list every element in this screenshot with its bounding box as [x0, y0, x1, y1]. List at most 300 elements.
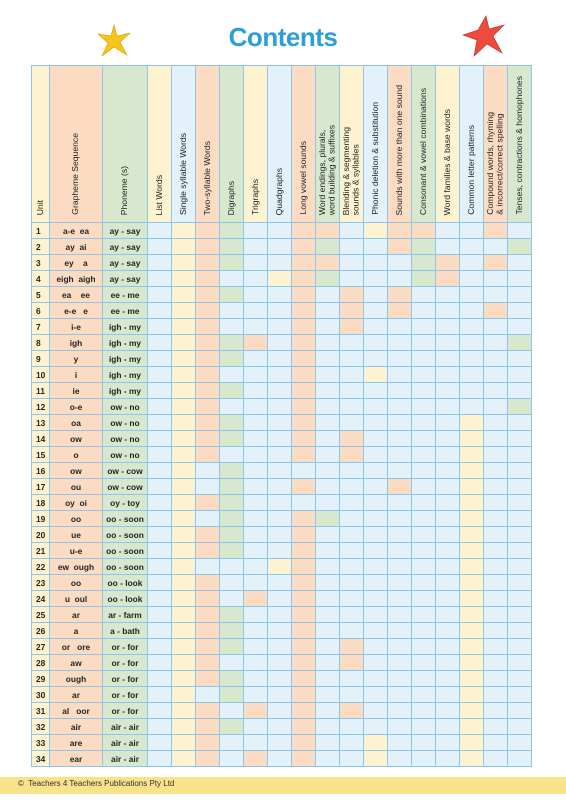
skill-cell	[244, 447, 268, 463]
skill-cell	[244, 303, 268, 319]
table-row	[32, 591, 532, 607]
skill-cell	[436, 575, 460, 591]
table-row	[32, 383, 532, 399]
skill-cell	[148, 319, 172, 335]
header-phonic-deletion: Phonic deletion & substitution	[364, 66, 388, 223]
skill-cell	[460, 719, 484, 735]
skill-cell	[340, 687, 364, 703]
skill-cell	[436, 319, 460, 335]
skill-cell	[364, 367, 388, 383]
skill-cell	[148, 719, 172, 735]
skill-cell	[148, 399, 172, 415]
skill-cell	[220, 255, 244, 271]
skill-cell	[460, 479, 484, 495]
skill-cell	[268, 751, 292, 767]
skill-cell	[244, 543, 268, 559]
skill-cell	[340, 655, 364, 671]
skill-cell	[364, 703, 388, 719]
skill-cell	[148, 575, 172, 591]
skill-cell	[340, 431, 364, 447]
skill-cell	[292, 575, 316, 591]
grapheme-cell: ew ough	[50, 559, 103, 575]
unit-number: 9	[32, 351, 50, 367]
skill-cell	[364, 351, 388, 367]
skill-cell	[172, 479, 196, 495]
skill-cell	[436, 239, 460, 255]
grapheme-cell: ar	[50, 687, 103, 703]
skill-cell	[388, 351, 412, 367]
skill-cell	[268, 703, 292, 719]
unit-number: 13	[32, 415, 50, 431]
skill-cell	[412, 607, 436, 623]
skill-cell	[196, 463, 220, 479]
skill-cell	[412, 527, 436, 543]
skill-cell	[196, 735, 220, 751]
skill-cell	[172, 383, 196, 399]
table-row	[32, 319, 532, 335]
phoneme-cell: ay - say	[103, 255, 148, 271]
skill-cell	[364, 719, 388, 735]
skill-cell	[172, 255, 196, 271]
skill-cell	[292, 607, 316, 623]
skill-cell	[436, 703, 460, 719]
skill-cell	[316, 479, 340, 495]
unit-number: 19	[32, 511, 50, 527]
skill-cell	[460, 383, 484, 399]
skill-cell	[292, 735, 316, 751]
red-star-icon	[462, 15, 506, 57]
skill-cell	[508, 239, 532, 255]
skill-cell	[268, 591, 292, 607]
skill-cell	[364, 383, 388, 399]
skill-cell	[364, 543, 388, 559]
header-phonemes: Phoneme (s)	[103, 66, 148, 223]
skill-cell	[172, 399, 196, 415]
skill-cell	[460, 591, 484, 607]
skill-cell	[196, 591, 220, 607]
skill-cell	[148, 431, 172, 447]
skill-cell	[412, 271, 436, 287]
skill-cell	[388, 271, 412, 287]
skill-cell	[460, 527, 484, 543]
unit-number: 31	[32, 703, 50, 719]
skill-cell	[412, 399, 436, 415]
skill-cell	[316, 655, 340, 671]
skill-cell	[388, 319, 412, 335]
skill-cell	[220, 447, 244, 463]
skill-cell	[484, 591, 508, 607]
skill-cell	[388, 287, 412, 303]
skill-cell	[268, 239, 292, 255]
grapheme-cell: o-e	[50, 399, 103, 415]
header-word-endings: Word endings, plurals, word building & suffixes	[316, 66, 340, 223]
skill-cell	[220, 463, 244, 479]
skill-cell	[316, 447, 340, 463]
skill-cell	[292, 239, 316, 255]
skill-cell	[148, 255, 172, 271]
skill-cell	[436, 479, 460, 495]
skill-cell	[340, 463, 364, 479]
skill-cell	[148, 735, 172, 751]
skill-cell	[484, 463, 508, 479]
grapheme-cell: ough	[50, 671, 103, 687]
grapheme-cell: o	[50, 447, 103, 463]
skill-cell	[316, 623, 340, 639]
skill-cell	[508, 255, 532, 271]
phoneme-cell: ow - no	[103, 447, 148, 463]
skill-cell	[196, 255, 220, 271]
skill-cell	[220, 351, 244, 367]
table-row	[32, 543, 532, 559]
unit-number: 28	[32, 655, 50, 671]
table-row	[32, 351, 532, 367]
skill-cell	[220, 719, 244, 735]
skill-cell	[268, 319, 292, 335]
skill-cell	[196, 575, 220, 591]
skill-cell	[316, 495, 340, 511]
skill-cell	[388, 751, 412, 767]
skill-cell	[172, 335, 196, 351]
skill-cell	[220, 591, 244, 607]
skill-cell	[220, 303, 244, 319]
skill-cell	[316, 511, 340, 527]
unit-number: 15	[32, 447, 50, 463]
skill-cell	[460, 655, 484, 671]
unit-number: 30	[32, 687, 50, 703]
skill-cell	[148, 303, 172, 319]
skill-cell	[292, 447, 316, 463]
phoneme-cell: ay - say	[103, 239, 148, 255]
table-row	[32, 431, 532, 447]
skill-cell	[316, 399, 340, 415]
skill-cell	[340, 479, 364, 495]
skill-cell	[268, 735, 292, 751]
grapheme-cell: oo	[50, 575, 103, 591]
skill-cell	[196, 671, 220, 687]
skill-cell	[244, 271, 268, 287]
skill-cell	[316, 351, 340, 367]
table-row	[32, 735, 532, 751]
skill-cell	[388, 559, 412, 575]
skill-cell	[220, 623, 244, 639]
skill-cell	[388, 607, 412, 623]
skill-cell	[292, 367, 316, 383]
skill-cell	[460, 303, 484, 319]
phoneme-cell: oo - soon	[103, 527, 148, 543]
header-digraphs: Digraphs	[220, 66, 244, 223]
skill-cell	[364, 575, 388, 591]
skill-cell	[316, 671, 340, 687]
table-row	[32, 687, 532, 703]
skill-cell	[292, 335, 316, 351]
skill-cell	[436, 655, 460, 671]
table-row	[32, 335, 532, 351]
skill-cell	[172, 623, 196, 639]
skill-cell	[196, 319, 220, 335]
skill-cell	[484, 639, 508, 655]
skill-cell	[316, 415, 340, 431]
skill-cell	[244, 511, 268, 527]
skill-cell	[484, 271, 508, 287]
skill-cell	[412, 223, 436, 239]
skill-cell	[316, 335, 340, 351]
skill-cell	[196, 495, 220, 511]
skill-cell	[244, 719, 268, 735]
skill-cell	[460, 335, 484, 351]
skill-cell	[244, 655, 268, 671]
skill-cell	[460, 255, 484, 271]
skill-cell	[484, 479, 508, 495]
skill-cell	[268, 303, 292, 319]
skill-cell	[244, 239, 268, 255]
skill-cell	[484, 527, 508, 543]
skill-cell	[460, 319, 484, 335]
skill-cell	[340, 415, 364, 431]
skill-cell	[316, 527, 340, 543]
skill-cell	[436, 591, 460, 607]
skill-cell	[364, 623, 388, 639]
skill-cell	[196, 479, 220, 495]
skill-cell	[412, 623, 436, 639]
skill-cell	[292, 639, 316, 655]
skill-cell	[340, 703, 364, 719]
grapheme-cell: i-e	[50, 319, 103, 335]
skill-cell	[244, 639, 268, 655]
skill-cell	[460, 239, 484, 255]
header-single-syllable: Single syllable Words	[172, 66, 196, 223]
phoneme-cell: igh - my	[103, 335, 148, 351]
table-row	[32, 527, 532, 543]
skill-cell	[388, 575, 412, 591]
skill-cell	[292, 527, 316, 543]
phoneme-cell: oo - soon	[103, 559, 148, 575]
skill-cell	[220, 319, 244, 335]
skill-cell	[388, 687, 412, 703]
skill-cell	[292, 719, 316, 735]
skill-cell	[508, 287, 532, 303]
skill-cell	[412, 751, 436, 767]
skill-cell	[196, 383, 220, 399]
skill-cell	[484, 239, 508, 255]
skill-cell	[148, 271, 172, 287]
skill-cell	[340, 303, 364, 319]
skill-cell	[436, 607, 460, 623]
skill-cell	[148, 655, 172, 671]
skill-cell	[436, 367, 460, 383]
skill-cell	[244, 735, 268, 751]
skill-cell	[292, 287, 316, 303]
header-consonant-vowel: Consonant & vowel combinations	[412, 66, 436, 223]
skill-cell	[220, 703, 244, 719]
skill-cell	[388, 399, 412, 415]
skill-cell	[388, 543, 412, 559]
skill-cell	[244, 607, 268, 623]
grapheme-cell: ow	[50, 431, 103, 447]
skill-cell	[268, 495, 292, 511]
skill-cell	[364, 591, 388, 607]
unit-number: 7	[32, 319, 50, 335]
table-row	[32, 751, 532, 767]
skill-cell	[388, 335, 412, 351]
skill-cell	[172, 703, 196, 719]
skill-cell	[268, 431, 292, 447]
skill-cell	[484, 751, 508, 767]
skill-cell	[484, 351, 508, 367]
yellow-star-icon	[96, 24, 132, 58]
phoneme-cell: ee - me	[103, 303, 148, 319]
skill-cell	[196, 447, 220, 463]
skill-cell	[268, 223, 292, 239]
skill-cell	[484, 543, 508, 559]
skill-cell	[508, 479, 532, 495]
skill-cell	[268, 447, 292, 463]
skill-cell	[220, 223, 244, 239]
skill-cell	[244, 575, 268, 591]
skill-cell	[508, 351, 532, 367]
skill-cell	[484, 447, 508, 463]
skill-cell	[412, 687, 436, 703]
grapheme-cell: igh	[50, 335, 103, 351]
unit-number: 17	[32, 479, 50, 495]
skill-cell	[460, 495, 484, 511]
skill-cell	[316, 543, 340, 559]
skill-cell	[220, 431, 244, 447]
table-row	[32, 287, 532, 303]
skill-cell	[364, 271, 388, 287]
skill-cell	[436, 671, 460, 687]
unit-number: 3	[32, 255, 50, 271]
skill-cell	[340, 223, 364, 239]
skill-cell	[412, 495, 436, 511]
skill-cell	[244, 351, 268, 367]
grapheme-cell: ea ee	[50, 287, 103, 303]
unit-number: 16	[32, 463, 50, 479]
skill-cell	[508, 495, 532, 511]
skill-cell	[268, 383, 292, 399]
skill-cell	[148, 607, 172, 623]
grapheme-cell: u-e	[50, 543, 103, 559]
unit-number: 34	[32, 751, 50, 767]
skill-cell	[268, 527, 292, 543]
skill-cell	[316, 751, 340, 767]
skill-cell	[484, 607, 508, 623]
skill-cell	[436, 495, 460, 511]
phoneme-cell: ow - cow	[103, 479, 148, 495]
skill-cell	[388, 255, 412, 271]
skill-cell	[364, 751, 388, 767]
header-blending: Blending & segmenting sounds & syllables	[340, 66, 364, 223]
skill-cell	[292, 511, 316, 527]
skill-cell	[340, 287, 364, 303]
skill-cell	[436, 271, 460, 287]
skill-cell	[268, 623, 292, 639]
unit-number: 33	[32, 735, 50, 751]
grapheme-cell: a-e ea	[50, 223, 103, 239]
skill-cell	[436, 511, 460, 527]
skill-cell	[508, 703, 532, 719]
skill-cell	[148, 367, 172, 383]
skill-cell	[436, 735, 460, 751]
skill-cell	[148, 447, 172, 463]
skill-cell	[196, 751, 220, 767]
skill-cell	[316, 591, 340, 607]
skill-cell	[412, 719, 436, 735]
unit-number: 18	[32, 495, 50, 511]
skill-cell	[292, 671, 316, 687]
skill-cell	[316, 687, 340, 703]
skill-cell	[220, 639, 244, 655]
skill-cell	[172, 287, 196, 303]
skill-cell	[220, 415, 244, 431]
skill-cell	[196, 239, 220, 255]
skill-cell	[412, 639, 436, 655]
skill-cell	[412, 303, 436, 319]
skill-cell	[244, 255, 268, 271]
skill-cell	[484, 431, 508, 447]
skill-cell	[460, 351, 484, 367]
skill-cell	[196, 655, 220, 671]
skill-cell	[436, 463, 460, 479]
skill-cell	[268, 511, 292, 527]
skill-cell	[268, 255, 292, 271]
skill-cell	[508, 559, 532, 575]
header-sounds-more-than-one: Sounds with more than one sound	[388, 66, 412, 223]
skill-cell	[172, 559, 196, 575]
skill-cell	[316, 703, 340, 719]
skill-cell	[508, 607, 532, 623]
skill-cell	[412, 703, 436, 719]
skill-cell	[196, 687, 220, 703]
skill-cell	[244, 703, 268, 719]
skill-cell	[388, 239, 412, 255]
skill-cell	[340, 335, 364, 351]
skill-cell	[196, 719, 220, 735]
skill-cell	[172, 431, 196, 447]
table-row	[32, 495, 532, 511]
skill-cell	[508, 527, 532, 543]
skill-cell	[460, 735, 484, 751]
grapheme-cell: y	[50, 351, 103, 367]
unit-number: 32	[32, 719, 50, 735]
skill-cell	[388, 655, 412, 671]
skill-cell	[244, 223, 268, 239]
unit-number: 14	[32, 431, 50, 447]
phoneme-cell: ee - me	[103, 287, 148, 303]
skill-cell	[364, 527, 388, 543]
skill-cell	[484, 719, 508, 735]
skill-cell	[484, 399, 508, 415]
skill-cell	[292, 319, 316, 335]
skill-cell	[460, 559, 484, 575]
table-row	[32, 415, 532, 431]
skill-cell	[148, 511, 172, 527]
skill-cell	[268, 479, 292, 495]
skill-cell	[220, 367, 244, 383]
skill-cell	[460, 607, 484, 623]
skill-cell	[388, 447, 412, 463]
skill-cell	[412, 463, 436, 479]
skill-cell	[172, 607, 196, 623]
skill-cell	[268, 543, 292, 559]
skill-cell	[340, 719, 364, 735]
skill-cell	[268, 415, 292, 431]
skill-cell	[220, 655, 244, 671]
header-grapheme-sequence: Grapheme Sequence	[50, 66, 103, 223]
skill-cell	[364, 687, 388, 703]
skill-cell	[460, 447, 484, 463]
skill-cell	[340, 239, 364, 255]
skill-cell	[340, 607, 364, 623]
